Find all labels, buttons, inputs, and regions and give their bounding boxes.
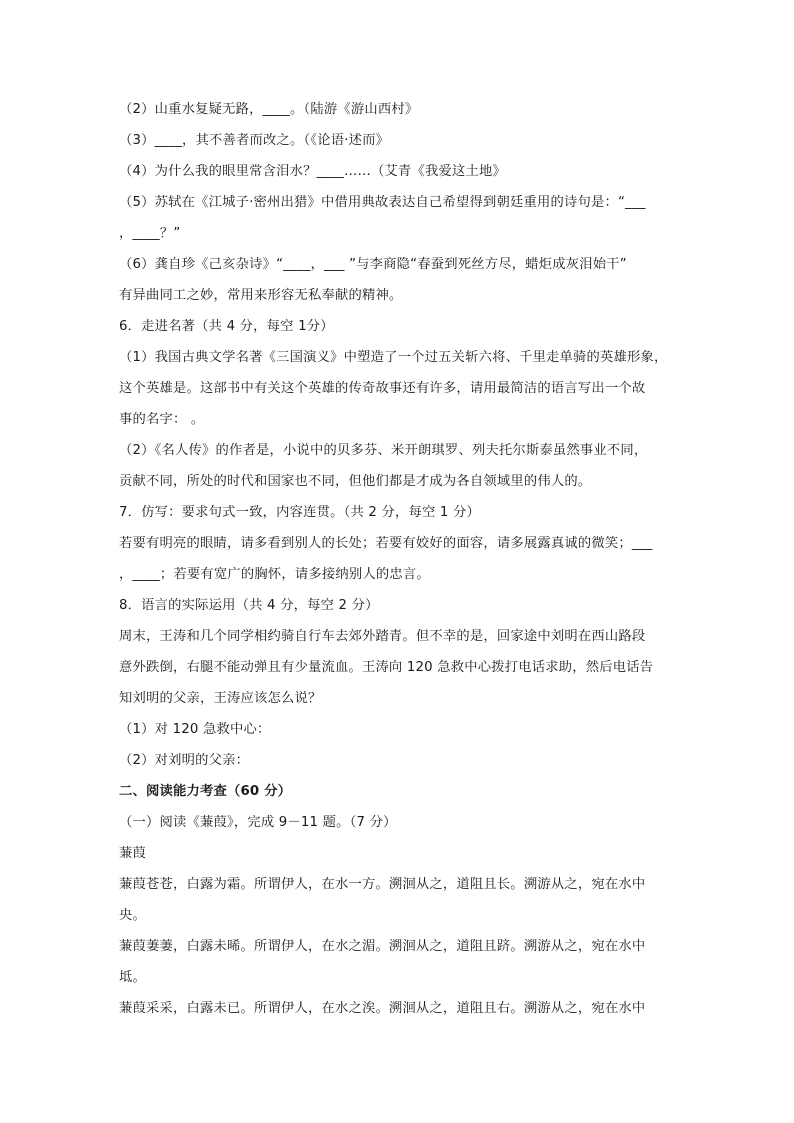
q8-body-line-3: 知刘明的父亲，王涛应该怎么说？ — [119, 691, 322, 706]
poem-title: 蒹葭 — [119, 846, 146, 861]
poem-stanza-3: 蒹葭采采，白露未已。所谓伊人，在水之涘。溯洄从之，道阻且右。溯游从之，宛在水中 — [119, 1001, 646, 1016]
q6-heading: 6．走进名著（共 4 分，每空 1分） — [119, 319, 334, 334]
poem-stanza-2-end: 坻。 — [119, 970, 146, 985]
reading-1-instruction: （一）阅读《蒹葭》，完成 9－11 题。（7 分） — [119, 815, 397, 830]
q8-body-line-2: 意外跌倒，右腿不能动弹且有少量流血。王涛向 120 急救中心拨打电话求助，然后电话告 — [119, 660, 654, 675]
q5-item-3: （3）____，其不善者而改之。（《论语·述而》 — [119, 133, 390, 148]
section-2-heading: 二、阅读能力考查（60 分） — [119, 784, 292, 799]
document-page — [119, 100, 685, 1030]
q6-item-1-line-2: 这个英雄是。这部书中有关这个英雄的传奇故事还有许多，请用最简洁的语言写出一个故 — [119, 381, 646, 396]
q7-body: 若要有明亮的眼睛，请多看到别人的长处；若要有姣好的面容，请多展露真诚的微笑；___ — [119, 536, 653, 551]
poem-stanza-1: 蒹葭苍苍，白露为霜。所谓伊人，在水一方。溯洄从之，道阻且长。溯游从之，宛在水中 — [119, 877, 646, 892]
q8-body: 周末，王涛和几个同学相约骑自行车去郊外踏青。但不幸的是，回家途中刘明在西山路段 — [119, 629, 646, 644]
q6-item-1-line-3: 事的名字： 。 — [119, 412, 205, 427]
q8-heading: 8．语言的实际运用（共 4 分，每空 2 分） — [119, 598, 379, 613]
q6-item-1: （1）我国古典文学名著《三国演义》中塑造了一个过五关斩六将、千里走单骑的英雄形象， — [119, 350, 668, 365]
q6-item-2-line-2: 贡献不同，所处的时代和国家也不同，但他们都是才成为各自领域里的伟人的。 — [119, 474, 592, 489]
q5-item-4: （4）为什么我的眼里常含泪水？____……（艾青《我爱这土地》 — [119, 164, 506, 179]
q7-heading: 7．仿写：要求句式一致，内容连贯。（共 2 分，每空 1 分） — [119, 505, 480, 520]
q5-item-5: （5）苏轼在《江城子·密州出猎》中借用典故表达自己希望得到朝廷重用的诗句是：“___ — [119, 195, 646, 210]
q5-item-5-continued: ，____？” — [119, 226, 181, 241]
q8-item-1: （1）对 120 急救中心： — [119, 722, 271, 737]
q5-item-6-continued: 有异曲同工之妙，常用来形容无私奉献的精神。 — [119, 288, 403, 303]
q8-item-2: （2）对刘明的父亲： — [119, 753, 250, 768]
q6-item-2: （2）《名人传》的作者是，小说中的贝多芬、米开朗琪罗、列夫托尔斯泰虽然事业不同， — [119, 443, 648, 458]
poem-stanza-1-end: 央。 — [119, 908, 146, 923]
poem-stanza-2: 蒹葭萋萋，白露未晞。所谓伊人，在水之湄。溯洄从之，道阻且跻。溯游从之，宛在水中 — [119, 939, 646, 954]
q7-body-line-2: ，____；若要有宽广的胸怀，请多接纳别人的忠言。 — [119, 567, 430, 582]
q5-item-2: （2）山重水复疑无路，____。（陆游《游山西村》 — [119, 102, 419, 117]
q5-item-6: （6）龚自珍《己亥杂诗》“____，___ ”与李商隐“春蚕到死丝方尽，蜡炬成灰泪始干” — [119, 257, 627, 272]
